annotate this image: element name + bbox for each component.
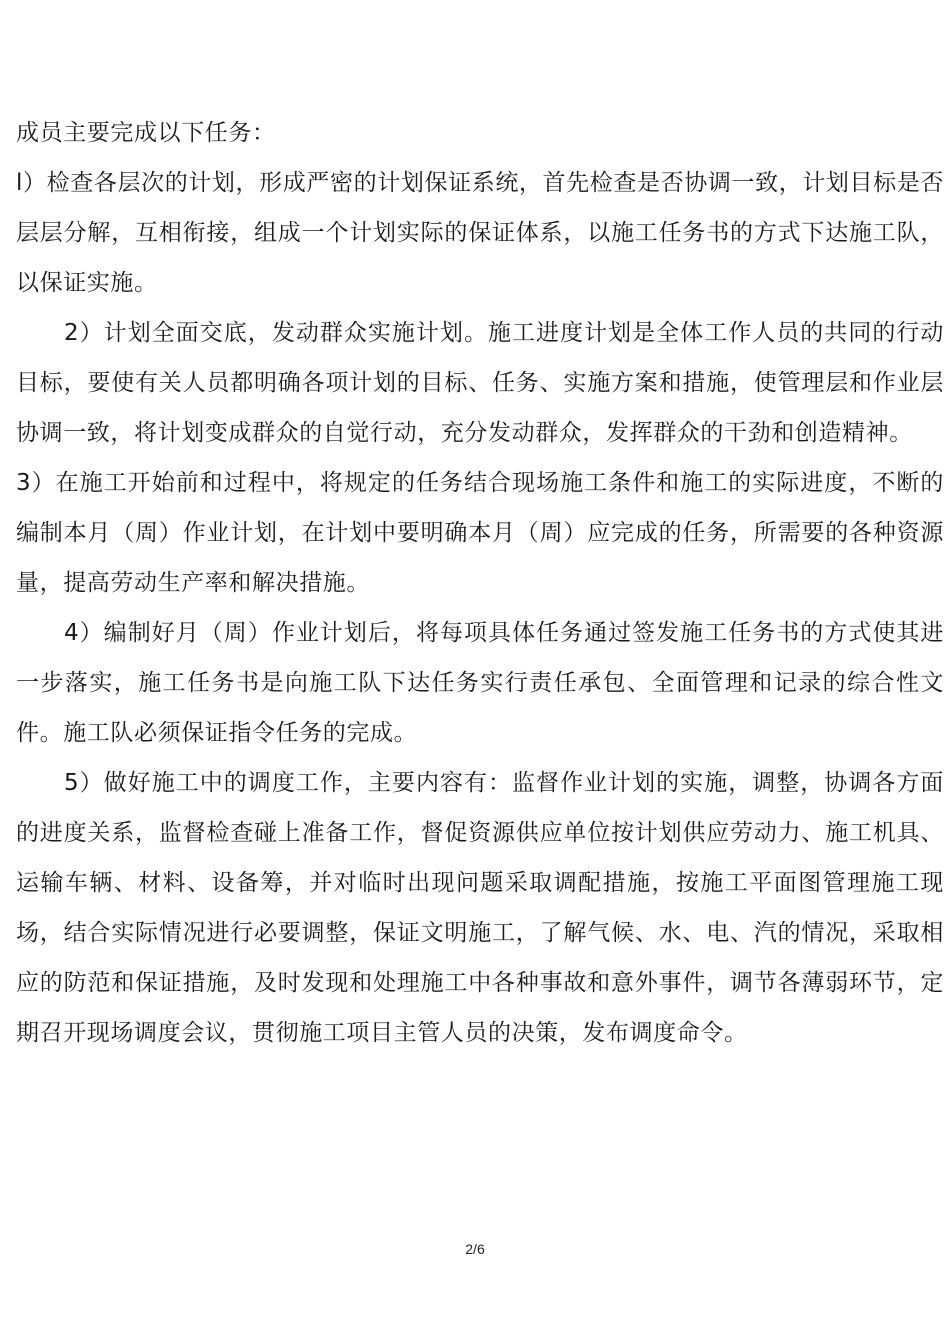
paragraph-item-1: l）检查各层次的计划，形成严密的计划保证系统，首先检查是否协调一致，计划目标是否层层分解，互相衔接，组成一个计划实际的保证体系，以施工任务书的方式下达施工队，以保证实施。 — [16, 170, 944, 296]
page-number: 2/6 — [465, 1241, 485, 1257]
paragraph-item-5: 5）做好施工中的调度工作，主要内容有：监督作业计划的实施，调整，协调各方面的进度关系，监督检查碰上准备工作，督促资源供应单位按计划供应劳动力、施工机具、运输车辆、材料、设备筹，并对临时出现问题采取调配措施，按施工平面图管理施工现场，结合实际情况进行必要调整，保证文明施工，了解气候、水、电、汽的情况，采取相应的防范和保证措施，及时发现和处理施工中各种事故和意外事件，调节各薄弱环节，定期召开现场调度会议，贯彻施工项目主管人员的决策，发布调度命令。 — [16, 770, 944, 1046]
paragraph-item-3: 3）在施工开始前和过程中，将规定的任务结合现场施工条件和施工的实际进度，不断的编制本月（周）作业计划，在计划中要明确本月（周）应完成的任务，所需要的各种资源量，提高劳动生产率和解决措施。 — [16, 470, 944, 596]
paragraph-intro: 成员主要完成以下任务： — [16, 120, 276, 146]
paragraph-item-2: 2）计划全面交底，发动群众实施计划。施工进度计划是全体工作人员的共同的行动目标，要使有关人员都明确各项计划的目标、任务、实施方案和措施，使管理层和作业层协调一致，将计划变成群众的自觉行动，充分发动群众，发挥群众的干劲和创造精神。 — [16, 320, 944, 446]
paragraph-item-4: 4）编制好月（周）作业计划后，将每项具体任务通过签发施工任务书的方式使其进一步落实，施工任务书是向施工队下达任务实行责任承包、全面管理和记录的综合性文件。施工队必须保证指令任务的完成。 — [16, 620, 944, 746]
document-body — [16, 108, 944, 1058]
